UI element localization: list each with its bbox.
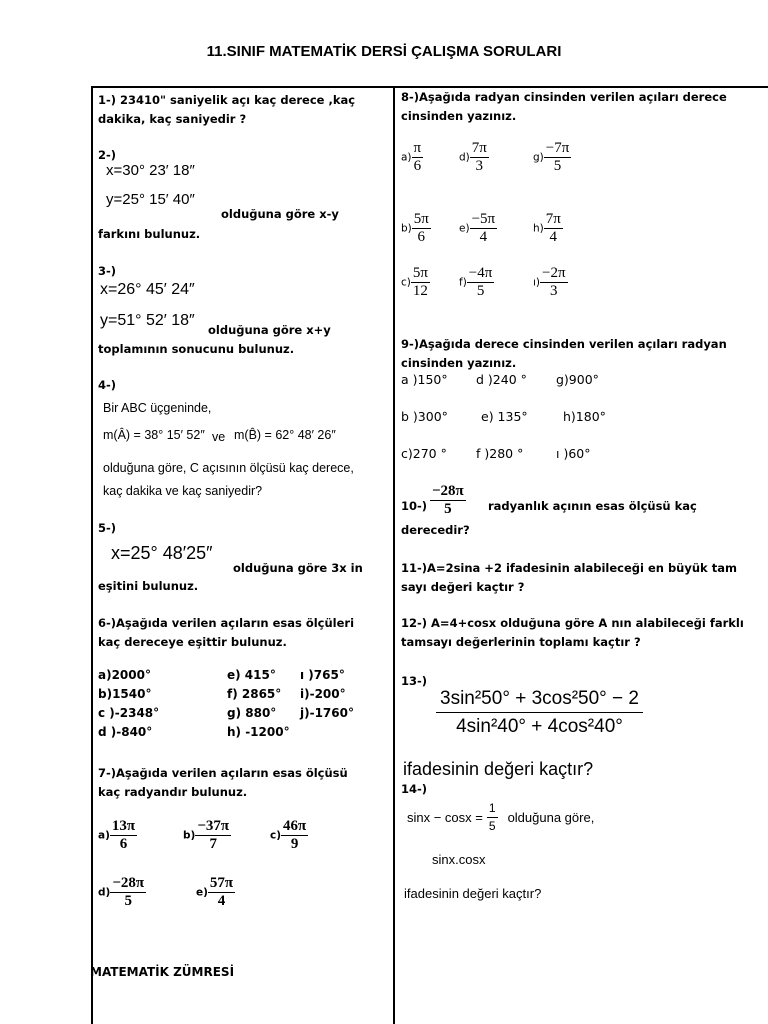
- question-8-text: 8-)Aşağıda radyan cinsinden verilen açıları derece cinsinden yazınız.: [401, 90, 727, 123]
- question-5-text-2: eşitini bulunuz.: [98, 579, 199, 593]
- q8-item-2-label: g): [533, 151, 544, 164]
- question-11: 11-)A=2sina +2 ifadesinin alabileceği en büyük tam sayı değeri kaçtır ?: [401, 561, 737, 594]
- question-3-text-2: toplamının sonucunu bulunuz.: [98, 342, 295, 356]
- question-10-number: 10-): [401, 499, 428, 513]
- q8-item-5-fraction: [544, 211, 563, 246]
- q7-item-1: [183, 818, 231, 853]
- q6-option-2-1: g) 880°: [227, 706, 277, 720]
- q8-item-0-label: a): [401, 151, 412, 164]
- question-3-x: x=26° 45′ 24″: [100, 281, 195, 298]
- question-10-fraction-num: −28π: [432, 483, 464, 499]
- question-6-text: 6-)Aşağıda verilen açıların esas ölçüleri kaç dereceye eşittir bulunuz.: [98, 616, 355, 649]
- q7-item-0-fraction: [110, 818, 137, 853]
- question-14-eq-left: sinx − cosx =: [407, 810, 483, 825]
- question-7-text: 7-)Aşağıda verilen açıların esas ölçüsü kaç radyandır bulunuz.: [98, 766, 348, 799]
- q8-item-7-label: f): [459, 276, 467, 289]
- q9-option-2-1: f )280 °: [476, 446, 524, 461]
- q7-item-3-label: d): [98, 886, 111, 899]
- q8-item-4-denominator: 4: [479, 229, 488, 245]
- q8-item-6-denominator: 12: [412, 283, 428, 299]
- question-12: 12-) A=4+cosx olduğuna göre A nın alabileceği farklı tamsayı değerlerinin toplamı kaçtır ?: [401, 616, 744, 649]
- q8-item-2-denominator: 5: [553, 158, 562, 174]
- q6-option-0-0: a)2000°: [98, 668, 151, 682]
- q9-option-0-1: d )240 °: [476, 372, 527, 387]
- table-border-left: [91, 86, 93, 1024]
- q7-item-4-numerator: 57π: [209, 875, 234, 891]
- question-5-x: x=25° 48′25″: [111, 543, 213, 563]
- footer-department: MATEMATİK ZÜMRESİ: [90, 965, 235, 979]
- q7-item-2-label: c): [270, 829, 282, 842]
- question-3-text-1: olduğuna göre x+y: [208, 323, 331, 337]
- question-13-denominator: 4sin²40° + 4cos²40°: [456, 716, 623, 737]
- q8-item-3-fraction: [412, 211, 431, 246]
- question-14-text: ifadesinin değeri kaçtır?: [404, 886, 542, 901]
- question-2-y: y=25° 15′ 40″: [106, 191, 195, 208]
- q8-item-2: [533, 140, 571, 175]
- q8-item-7-numerator: −4π: [468, 265, 493, 281]
- question-3-y: y=51° 52′ 18″: [100, 312, 195, 329]
- question-4-line-3: olduğuna göre, C açısının ölçüsü kaç derece,: [103, 461, 354, 475]
- question-13-numerator: 3sin²50° + 3cos²50° − 2: [436, 686, 643, 713]
- q7-item-1-denominator: 7: [209, 836, 217, 852]
- q7-item-0-label: a): [98, 829, 110, 842]
- q7-item-2-denominator: 9: [290, 836, 299, 852]
- q8-item-1-denominator: 3: [475, 158, 484, 174]
- q7-item-4-denominator: 4: [217, 893, 226, 909]
- question-2-number: 2-): [98, 148, 117, 162]
- q8-item-6-numerator: 5π: [412, 265, 428, 281]
- q6-option-3-1: h) -1200°: [227, 725, 290, 739]
- question-13-expression: [436, 686, 643, 741]
- q6-option-2-0: c )-2348°: [98, 706, 160, 720]
- page-title: 11.SINIF MATEMATİK DERSİ ÇALIŞMA SORULARI: [206, 43, 562, 60]
- q6-option-2-2: j)-1760°: [300, 706, 354, 720]
- q8-item-4: [459, 211, 497, 246]
- q9-option-0-2: g)900°: [556, 372, 599, 387]
- q9-option-2-0: c)270 °: [401, 446, 447, 461]
- question-5-number: 5-): [98, 521, 117, 535]
- q7-item-4-fraction: [208, 875, 235, 910]
- q7-item-4: [196, 875, 235, 910]
- q8-item-7: [459, 265, 494, 300]
- question-14-eq-right: olduğuna göre,: [507, 810, 595, 825]
- q8-item-1-numerator: 7π: [471, 140, 487, 156]
- question-9-text: 9-)Aşağıda derece cinsinden verilen açıları radyan cinsinden yazınız.: [401, 337, 727, 370]
- q7-item-2: [270, 818, 308, 853]
- q6-option-0-1: e) 415°: [227, 668, 276, 682]
- question-13-text: ifadesinin değeri kaçtır?: [403, 759, 594, 779]
- q9-option-0-0: a )150°: [401, 372, 448, 387]
- question-4-line-1: Bir ABC üçgeninde,: [103, 401, 212, 415]
- q8-item-1-fraction: [470, 140, 489, 175]
- q7-item-1-fraction: [195, 818, 231, 853]
- q8-item-2-fraction: [544, 140, 572, 175]
- q8-item-1: [459, 140, 489, 175]
- question-10-fraction-den: 5: [444, 501, 452, 517]
- q8-item-5-numerator: 7π: [545, 211, 561, 227]
- question-14-equation: [407, 800, 594, 835]
- q8-item-5-denominator: 4: [549, 229, 558, 245]
- q7-item-4-label: e): [196, 886, 208, 899]
- question-5-text-1: olduğuna göre 3x in: [233, 561, 363, 575]
- q7-item-0-numerator: 13π: [111, 818, 136, 834]
- question-2-text-2: farkını bulunuz.: [98, 227, 201, 241]
- q8-item-7-denominator: 5: [476, 283, 485, 299]
- q8-item-5-label: h): [533, 222, 544, 235]
- question-14-eq-num: 1: [487, 800, 498, 818]
- question-4-ve: ve: [212, 430, 226, 444]
- q8-item-8-denominator: 3: [550, 283, 558, 299]
- q7-item-0: [98, 818, 137, 853]
- q8-item-4-fraction: [470, 211, 498, 246]
- q8-item-6-fraction: [411, 265, 430, 300]
- q8-item-2-numerator: −7π: [545, 140, 570, 156]
- question-14-expression: sinx.cosx: [432, 852, 486, 867]
- q8-item-4-label: e): [459, 222, 470, 235]
- q8-item-8-fraction: [540, 265, 568, 300]
- q8-item-8: [533, 265, 568, 300]
- q8-item-4-numerator: −5π: [471, 211, 496, 227]
- q8-item-6: [401, 265, 430, 300]
- q7-item-0-denominator: 6: [119, 836, 128, 852]
- q6-option-1-1: f) 2865°: [227, 687, 282, 701]
- q7-item-3-denominator: 5: [124, 893, 132, 909]
- q7-item-2-fraction: [281, 818, 308, 853]
- question-2-text-1: olduğuna göre x-y: [221, 207, 339, 221]
- q8-item-6-label: c): [401, 276, 411, 289]
- question-13-number: 13-): [401, 674, 428, 688]
- q6-option-1-2: i)-200°: [300, 687, 346, 701]
- q9-option-1-2: h)180°: [563, 409, 606, 424]
- q8-item-3-numerator: 5π: [413, 211, 429, 227]
- question-4-number: 4-): [98, 378, 117, 392]
- q9-option-2-2: ı )60°: [556, 446, 591, 461]
- q8-item-1-label: d): [459, 151, 470, 164]
- question-4-angle-a: m(Â) = 38° 15′ 52″: [103, 428, 205, 442]
- q8-item-0-fraction: [412, 140, 424, 175]
- q9-option-1-1: e) 135°: [481, 409, 528, 424]
- q8-item-3-denominator: 6: [417, 229, 426, 245]
- question-10-text-2: derecedir?: [401, 523, 470, 537]
- q8-item-8-label: ı): [533, 276, 541, 289]
- q8-item-3-label: b): [401, 222, 412, 235]
- q6-option-1-0: b)1540°: [98, 687, 152, 701]
- q8-item-7-fraction: [467, 265, 495, 300]
- q8-item-0: [401, 140, 423, 175]
- q7-item-3-fraction: [110, 875, 146, 910]
- q8-item-8-numerator: −2π: [542, 265, 566, 281]
- table-divider: [393, 86, 395, 1024]
- question-3-number: 3-): [98, 264, 117, 278]
- q7-item-3-numerator: −28π: [112, 875, 145, 891]
- q6-option-0-2: ı )765°: [300, 668, 345, 682]
- q6-option-3-0: d )-840°: [98, 725, 153, 739]
- q7-item-3: [98, 875, 146, 910]
- question-4-angle-b: m(B̂) = 62° 48′ 26″: [234, 428, 336, 442]
- question-14-eq-den: 5: [488, 819, 496, 833]
- q7-item-1-numerator: −37π: [197, 818, 230, 834]
- question-1: 1-) 23410" saniyelik açı kaç derece ,kaç dakika, kaç saniyedir ?: [98, 93, 356, 126]
- q8-item-0-numerator: π: [413, 140, 422, 156]
- question-2-x: x=30° 23′ 18″: [106, 162, 195, 179]
- question-10-fraction: [430, 483, 466, 518]
- q8-item-0-denominator: 6: [413, 158, 422, 174]
- q8-item-5: [533, 211, 563, 246]
- question-4-line-4: kaç dakika ve kaç saniyedir?: [103, 484, 263, 498]
- question-14-number: 14-): [401, 782, 428, 796]
- q7-item-1-label: b): [183, 829, 196, 842]
- question-10-text-1: radyanlık açının esas ölçüsü kaç: [488, 499, 697, 513]
- q8-item-3: [401, 211, 431, 246]
- q7-item-2-numerator: 46π: [283, 818, 307, 834]
- q9-option-1-0: b )300°: [401, 409, 448, 424]
